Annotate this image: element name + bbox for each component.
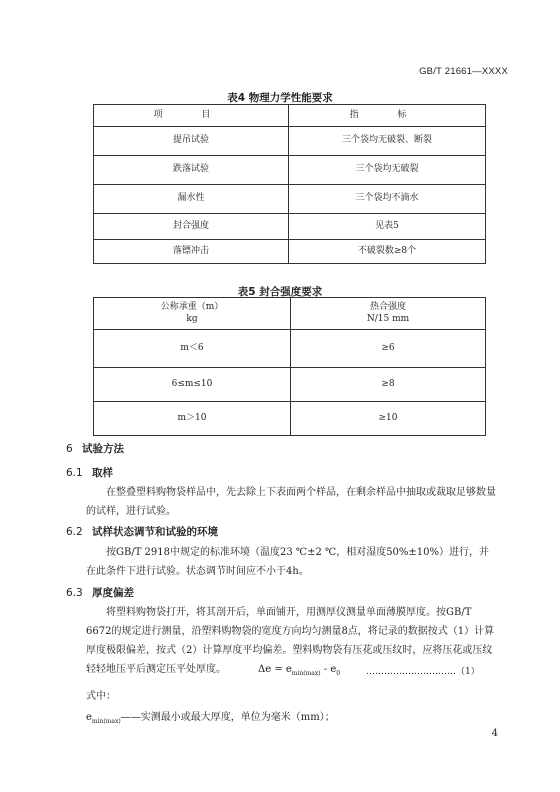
formula-mid: - e: [320, 664, 337, 675]
page-number: 4: [491, 728, 498, 739]
table4-cell: 不破裂数≥8个: [289, 240, 486, 264]
table4-title: 表4 物理力学性能要求: [227, 92, 333, 104]
section-title: 试样状态调节和试验的环境: [92, 526, 218, 538]
section-6-3-heading: [66, 585, 134, 600]
table4-cell: 漏水性: [94, 185, 289, 214]
table5-header-row: [94, 298, 486, 330]
section-title: 厚度偏差: [92, 587, 134, 599]
where-label: 式中：: [86, 691, 116, 702]
formula-sub-minmax: min(max): [291, 670, 321, 677]
paragraph: 在整叠塑料购物袋样品中，先去除上下表面两个样品，在剩余样品中抽取或裁取足够数量的试样，进行试验。: [86, 487, 496, 517]
section-6-1-text: [86, 483, 498, 521]
table4-header-row: [94, 105, 486, 127]
table4-col-item: 项 目: [153, 109, 229, 120]
table5-title: 表5 封合强度要求: [237, 286, 323, 298]
paragraph: 将塑料购物袋打开，将其剖开后，单面铺开，用测厚仪测量单面薄膜厚度。按GB/T 6672的规定进行测量，沿塑料购物袋的宽度方向均匀测量8点，将记录的数据按式（1）计算厚度极限偏差，按式（2）计算厚度平均偏差。塑料购物袋有压花或压纹时，应将压花或压纹轻轻地压平后测定压平处厚度。: [86, 607, 495, 675]
table4-cell: 落镖冲击: [94, 240, 289, 264]
table-row: [94, 240, 486, 264]
table5-cell: m＜6: [94, 330, 291, 368]
where-definition: [86, 708, 335, 725]
section-title: 取样: [92, 467, 113, 479]
table-row: [94, 368, 486, 402]
section-6-2-text: [86, 543, 498, 581]
table5-cell: ≥6: [291, 330, 486, 368]
section-number: 6: [66, 443, 73, 455]
where-description: ——实测最小或最大厚度，单位为毫米（mm）；: [120, 712, 335, 723]
where-variable: e: [86, 712, 92, 723]
section-number: 6.1: [66, 467, 83, 479]
formula-1-number: …………………………（1）: [366, 667, 480, 677]
table4-cell: 提吊试验: [94, 127, 289, 156]
section-6-1-heading: [66, 465, 113, 480]
table5-col-load: [94, 298, 291, 330]
section-number: 6.2: [66, 526, 83, 538]
table4-cell: 跌落试验: [94, 156, 289, 185]
table5-cell: ≥8: [291, 368, 486, 402]
table5-col-strength-label: 热合强度: [369, 302, 406, 313]
table5-col-strength-unit: N/15 mm: [366, 313, 410, 324]
table4-col-index: 指 标: [349, 109, 425, 120]
table4: [93, 104, 486, 264]
section-6-2-heading: [66, 524, 218, 539]
table5-cell: ≥10: [291, 402, 486, 436]
formula-1: [258, 664, 340, 677]
table-row: [94, 127, 486, 156]
table4-cell: 封合强度: [94, 214, 289, 240]
table5-col-load-label: 公称承重（m）: [160, 302, 224, 313]
table-row: [94, 185, 486, 214]
table5-col-strength: [291, 298, 486, 330]
table-row: [94, 402, 486, 436]
table4-cell: 三个袋均无破裂、断裂: [289, 127, 486, 156]
where-variable-sub: min(max): [91, 718, 121, 725]
document-code: GB/T 21661—XXXX: [419, 66, 508, 77]
table5-cell: m＞10: [94, 402, 291, 436]
table-row: [94, 330, 486, 368]
table-row: [94, 214, 486, 240]
paragraph: 按GB/T 2918中规定的标准环境（温度23 ℃±2 ℃，相对湿度50%±10%）进行，并在此条件下进行试验。状态调节时间应不小于4h。: [86, 547, 490, 577]
section-title: 试验方法: [82, 443, 124, 455]
table-row: [94, 156, 486, 185]
section-6-heading: [66, 441, 124, 456]
table5-cell: 6≤m≤10: [94, 368, 291, 402]
table4-cell: 三个袋均无破裂: [289, 156, 486, 185]
formula-sub-zero: 0: [336, 670, 341, 677]
table4-cell: 三个袋均不滴水: [289, 185, 486, 214]
table4-cell: 见表5: [289, 214, 486, 240]
formula-lhs: Δe = e: [258, 664, 292, 675]
table5: [93, 297, 486, 436]
table5-col-load-unit: kg: [186, 313, 198, 324]
section-number: 6.3: [66, 587, 83, 599]
